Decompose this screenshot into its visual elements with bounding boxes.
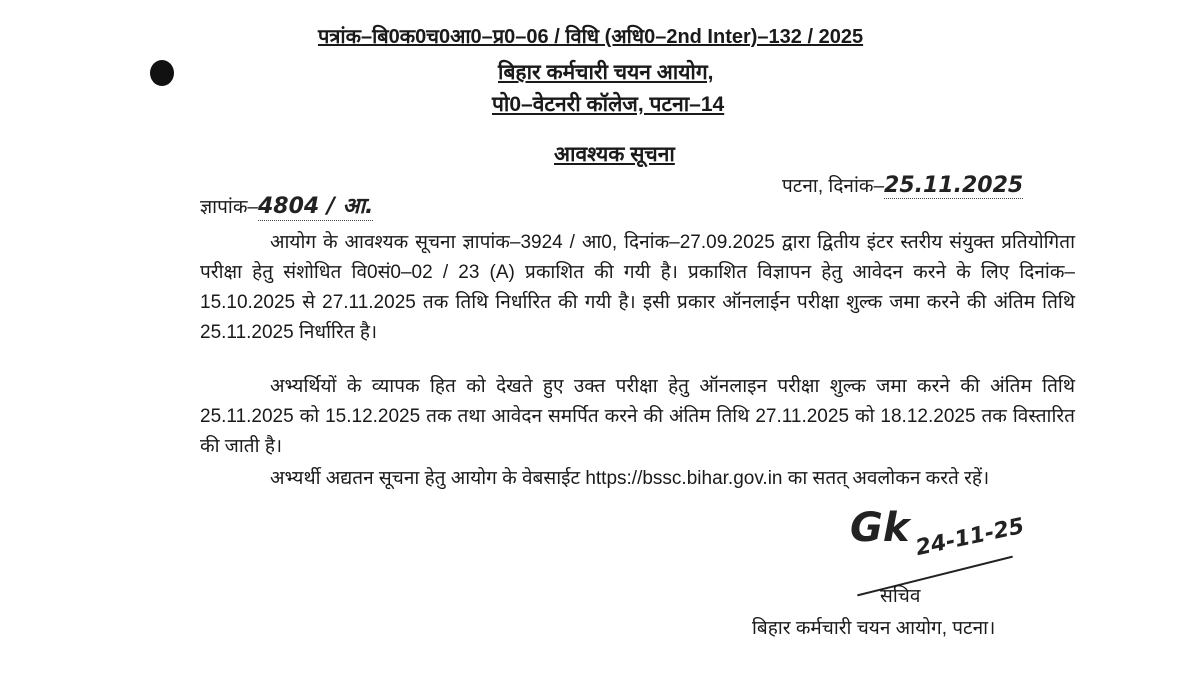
paragraph-1: आयोग के आवश्यक सूचना ज्ञापांक–3924 / आ0, दिनांक–27.09.2025 द्वारा द्वितीय इंटर स्तरीय संयुक्त प्रतियोगिता परीक्षा हेतु संशोधित वि0सं0–02 / 23 (A) प्रकाशित की गयी है। प्रकाशित विज्ञापन हेतु आवेदन करने के लिए दिनांक–15.10.2025 से 27.11.2025 तक तिथि निर्धारित की गयी है। इसी प्रकार ऑनलाईन परीक्षा शुल्क जमा करने की अंतिम तिथि 25.11.2025 निर्धारित है। (200, 232, 1075, 343)
signatory-designation: सचिव (880, 586, 921, 607)
organization-name: बिहार कर्मचारी चयन आयोग, (498, 61, 714, 84)
date-value: 25.11.2025 (884, 173, 1024, 198)
punch-hole (150, 60, 174, 86)
organization-address: पो0–वेटनरी कॉलेज, पटना–14 (492, 93, 725, 116)
signatory-organization: बिहार कर्मचारी चयन आयोग, पटना। (752, 618, 996, 639)
paragraph-3: अभ्यर्थी अद्यतन सूचना हेतु आयोग के वेबसाईट https://bssc.bihar.gov.in का सतत् अवलोकन करते रहें। (270, 468, 990, 489)
signature-initials: Gk (850, 505, 910, 551)
memo-number (200, 190, 373, 221)
signature-date: 24-11-25 (913, 513, 1027, 562)
notice-date (782, 172, 1023, 199)
notice-title: आवश्यक सूचना (554, 143, 675, 166)
memo-label: ज्ञापांक– (200, 197, 258, 218)
paragraph-2: अभ्यर्थियों के व्यापक हित को देखते हुए उक्त परीक्षा हेतु ऑनलाइन परीक्षा शुल्क जमा करने की अंतिम तिथि 25.11.2025 को 15.12.2025 तक तथा आवेदन समर्पित करने की अंतिम तिथि 27.11.2025 को 18.12.2025 तक विस्तारित की जाती है। (200, 376, 1075, 457)
memo-value: 4804 / आ. (258, 190, 373, 221)
reference-number: पत्रांक–बि0क0च0आ0–प्र0–06 / विधि (अधि0–2nd Inter)–132 / 2025 (318, 26, 864, 48)
date-label: पटना, दिनांक– (782, 176, 885, 197)
